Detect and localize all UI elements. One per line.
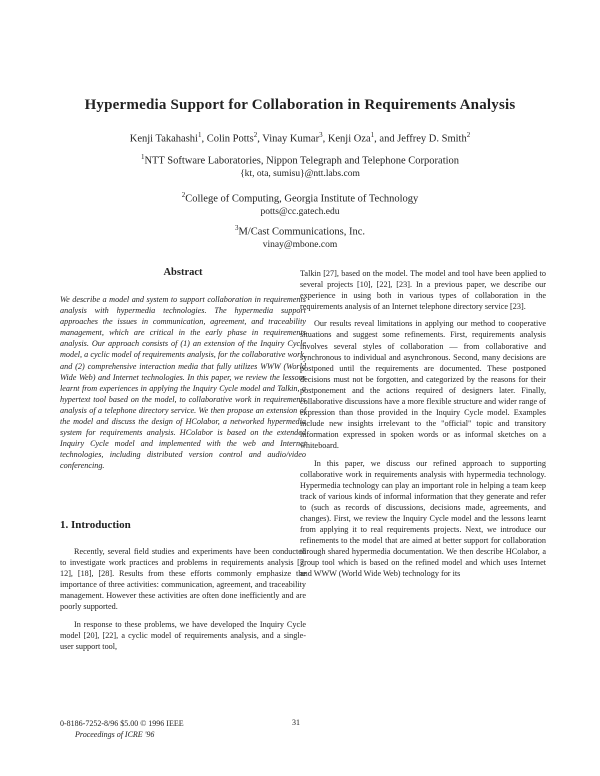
isbn-line: 0-8186-7252-8/96 $5.00 © 1996 IEEE	[60, 719, 184, 728]
affiliation-mark: 1	[140, 153, 145, 161]
author-name: Colin Potts	[206, 133, 254, 145]
affiliation-email: potts@cc.gatech.edu	[260, 206, 340, 217]
introduction-body	[60, 546, 306, 652]
affiliation-3	[100, 222, 500, 251]
author-name: Kenji Takahashi	[129, 133, 198, 145]
introduction-heading: 1. Introduction	[60, 519, 131, 531]
affiliation-email: {kt, ota, sumisu}@ntt.labs.com	[240, 168, 360, 179]
affiliation-mark: 3	[234, 224, 239, 232]
affiliation-org: NTT Software Laboratories, Nippon Telegraph and Telephone Corporation	[144, 155, 460, 167]
abstract-text: We describe a model and system to support collaboration in requirements analysis with hypermedia technologies. The hypermedia support approaches the issues in communication, agreement, and traceability management, which are critical in the early phase in requirements analysis. Our approach consists of (1) an extension of the Inquiry Cycle model, a cyclic model of requirements analysis, for the collaborative work, and (2) comprehensive interaction media that fully utilizes WWW (World Wide Web) and Internet technologies. In this paper, we review the lessons learnt from experiences in applying the Inquiry Cycle model and Talkin, a hypertext tool based on the model, to collaborative work in requirements analysis of a telephone directory service. We then propose an extension of the model and discuss the design of HColabor, a networked hypermedia system for requirements analysis. HColabor is based on the extended Inquiry Cycle model and implemented with the web and Internet technologies, including distributed version control and audio/video conferencing.	[60, 295, 306, 471]
right-column-body	[300, 268, 546, 580]
intro-paragraph: Recently, several field studies and experiments have been conducted to investigate work practices and problems in requirements analysis [7, 12], [18], [28]. Results from these efforts commonly emphasize the importance of three activities: communication, agreement, and traceability management. However these activities are often done inefficiently and are poorly supported.	[60, 547, 306, 612]
author-name: Jeffrey D. Smith	[397, 133, 467, 145]
proceedings-line: Proceedings of ICRE '96	[75, 730, 155, 739]
author-list: Kenji Takahashi$^1$, Colin Potts$^2$, Vinay Kumar$^3$, Kenji Oza$^1$, and Jeffrey D. Smith$^2$	[129, 131, 471, 145]
body-paragraph: Talkin [27], based on the model. The model and tool have been applied to several projects [10], [22], [23]. In a previous paper, we describe our experience in using both in various types of collaboration in the requirements analysis of an Internet telephone directory service [23].	[300, 269, 546, 312]
author-name: Vinay Kumar	[262, 133, 320, 145]
affiliation-email: vinay@mbone.com	[262, 239, 338, 250]
affiliation-1	[100, 151, 500, 180]
body-paragraph: Our results reveal limitations in applying our method to cooperative situations and suggest some refinements. First, requirements analysis involves several styles of collaboration — from collaborative and synchronous to individual and asynchronous. Second, many decisions are postponed until the requirements are documented. These postponed decisions must not be forgotten, and categorized by the reasons for their postponement and the actions required of designers later. Finally, collaborative discussions have a more flexible structure and wider range of expression than those provided in the Inquiry Cycle model. Examples include new insights irrelevant to the "official" topic and transitory information expressed in spoken words or as informal sketches on a whiteboard.	[300, 319, 546, 451]
author-affil-mark: 2	[466, 131, 471, 139]
affiliation-2	[100, 189, 500, 218]
author-affil-mark: 3	[319, 131, 323, 139]
author-affil-mark: 1	[197, 131, 202, 139]
body-paragraph: In this paper, we discuss our refined approach to supporting collaborative work in requirements analysis with hypermedia technology. Hypermedia technology can play an important role in helping a team keep track of various kinds of informal information that they generate and refer to (such as records of discussions, decisions made, agreements, and changes). First, we review the Inquiry Cycle model and the lessons learnt from applying it to real requirements projects. Next, we introduce our refinements to the model that are aimed at better support for collaboration through shared hypermedia documentation. We then describe HColabor, a group tool which is based on the refined model and which uses Internet and WWW (World Wide Web) technology for its	[300, 458, 546, 579]
intro-paragraph: In response to these problems, we have developed the Inquiry Cycle model [20], [22], a cyclic model of requirements analysis, and a single-user support tool,	[60, 619, 306, 651]
author-name: Kenji Oza	[327, 133, 371, 145]
copyright-footer	[60, 718, 184, 740]
affiliation-mark: 2	[181, 191, 186, 199]
author-affil-mark: 1	[370, 131, 375, 139]
affiliation-org: M/Cast Communications, Inc.	[238, 226, 366, 238]
author-affil-mark: 2	[253, 131, 258, 139]
paper-title: Hypermedia Support for Collaboration in Requirements Analysis	[84, 97, 516, 113]
abstract-heading: Abstract	[163, 267, 203, 278]
affiliation-org: College of Computing, Georgia Institute of Technology	[185, 193, 419, 205]
abstract-body	[60, 294, 306, 472]
page-number: 31	[292, 718, 300, 727]
